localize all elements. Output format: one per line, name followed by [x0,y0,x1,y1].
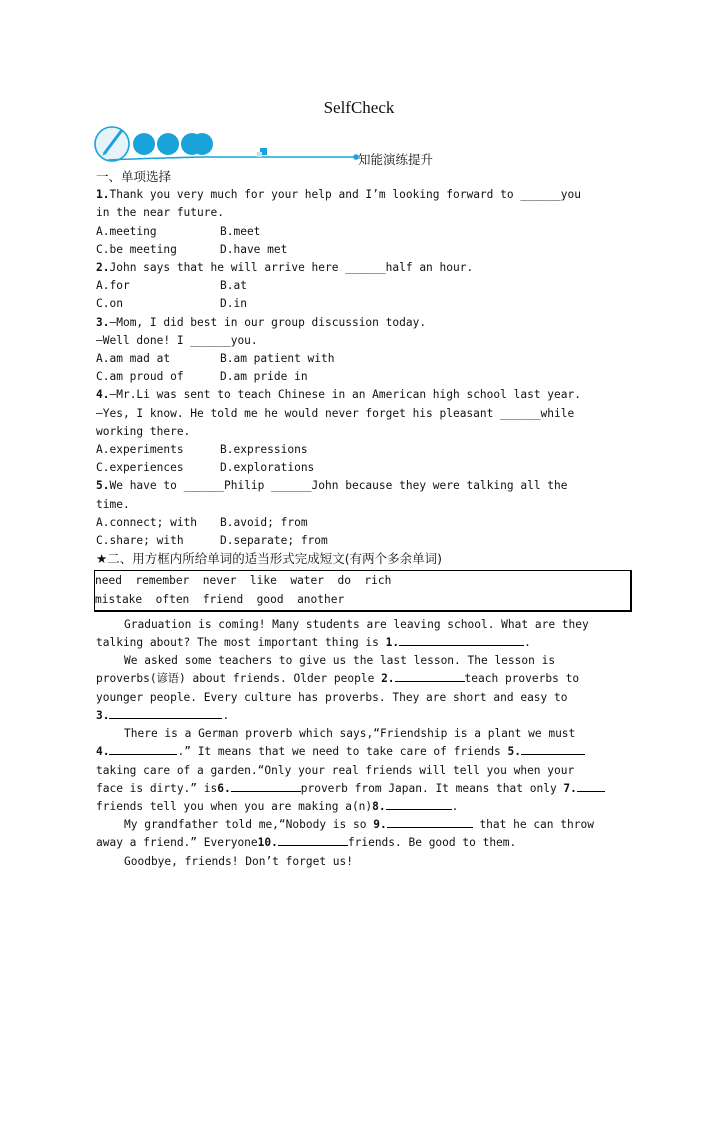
word-box-line: mistake often friend good another [95,592,345,606]
question-text: —Mr.Li was sent to teach Chinese in an American high school last year. [109,388,581,402]
option-a[interactable]: A.experiments [96,443,184,457]
banner-label: 知能演练提升 [358,152,434,167]
question-text: —Well done! I ______you. [96,333,258,347]
option-b[interactable]: B.meet [220,224,261,238]
blank-number: 4. [96,745,110,759]
passage-text: . [222,708,230,722]
option-c[interactable]: C.share; with [96,534,184,548]
blank-6[interactable] [231,780,301,792]
question-number: 1. [96,188,110,202]
passage-text: My grandfather told me,“Nobody is so [124,818,374,832]
blank-number: 8. [372,799,386,813]
option-b[interactable]: B.expressions [220,443,308,457]
question-5 [96,477,636,550]
option-a[interactable]: A.meeting [96,224,157,238]
option-c[interactable]: C.be meeting [96,242,177,256]
question-number: 4. [96,388,110,402]
option-d[interactable]: D.am pride in [220,370,308,384]
option-b[interactable]: B.am patient with [220,352,335,366]
passage-text: talking about? The most important thing is [96,636,386,650]
blank-number: 6. [217,781,231,795]
passage-text: There is a German proverb which says,“Friendship is a plant we must [124,727,576,741]
option-d[interactable]: D.have met [220,242,288,256]
question-text: Thank you very much for your help and I’m looking forward to ______you [109,188,581,202]
question-2 [96,259,636,314]
option-d[interactable]: D.separate; from [220,534,328,548]
passage-text: Goodbye, friends! Don’t forget us! [124,854,354,868]
blank-9[interactable] [387,816,473,828]
option-b[interactable]: B.at [220,279,247,293]
option-c[interactable]: C.on [96,297,123,311]
question-text: —Mom, I did best in our group discussion today. [109,315,427,329]
blank-number: 5. [507,745,522,759]
dot-icon [191,133,213,155]
dot-icon [157,133,179,155]
passage-text: that he can throw [472,818,594,832]
passage-text: . [524,636,531,650]
content [96,168,636,871]
word-box [94,570,632,611]
question-text: in the near future. [96,206,224,220]
blank-2[interactable] [395,670,465,682]
passage-text: proverbs(谚语) about friends. Older people [96,672,382,686]
blank-number: 1. [385,636,400,650]
passage-text: friends tell you when you are making a(n) [96,799,373,813]
option-c[interactable]: C.am proud of [96,370,184,384]
passage-text: We asked some teachers to give us the last lesson. The lesson is [124,654,556,668]
question-text: We have to ______Philip ______John because they were talking all the [109,479,568,493]
blank-8[interactable] [386,798,452,810]
word-box-line: need remember never like water do rich [95,574,392,588]
passage-text: taking care of a garden.“Only your real friends will tell you when your [96,763,575,777]
option-d[interactable]: D.explorations [220,461,315,475]
question-text: John says that he will arrive here ______half an hour. [109,261,474,275]
blank-4[interactable] [109,743,177,755]
option-a[interactable]: A.am mad at [96,352,171,366]
option-a[interactable]: A.connect; with [96,515,198,529]
passage-text: friends. Be good to them. [347,836,517,850]
option-a[interactable]: A.for [96,279,130,293]
blank-1[interactable] [399,634,524,646]
passage-text: away a friend.” Everyone [96,836,258,850]
blank-number: 7. [563,781,577,795]
question-1 [96,186,636,259]
passage-text: Graduation is coming! Many students are leaving school. What are they [124,617,589,631]
blank-number: 2. [381,672,395,686]
blank-number: 9. [373,818,387,832]
question-text: —Yes, I know. He told me he would never forget his pleasant ______while [96,406,575,420]
passage-text: . [451,799,459,813]
blank-10[interactable] [278,834,348,846]
option-d[interactable]: D.in [220,297,247,311]
question-number: 3. [96,315,110,329]
section1-heading: 一、单项选择 [96,169,172,184]
passage-text: younger people. Every culture has proverbs. They are short and easy to [96,690,568,704]
question-number: 5. [96,479,110,493]
question-number: 2. [96,261,110,275]
blank-7[interactable] [577,780,605,792]
question-text: time. [96,497,130,511]
page-title: SelfCheck [323,98,395,117]
blank-number: 10. [257,836,278,850]
question-3 [96,314,636,387]
passage-text: .” It means that we need to take care of friends [177,745,508,759]
passage-text: proverb from Japan. It means that only [300,781,564,795]
option-b[interactable]: B.avoid; from [220,515,308,529]
option-c[interactable]: C.experiences [96,461,184,475]
passage-text: face is dirty.” is [96,781,218,795]
question-4 [96,386,636,477]
blank-3[interactable] [109,707,222,719]
blank-number: 3. [96,708,110,722]
cloze-passage [96,616,636,871]
question-text: working there. [96,424,191,438]
dot-icon [133,133,155,155]
blank-5[interactable] [521,743,585,755]
section2-heading: ★二、用方框内所给单词的适当形式完成短文(有两个多余单词) [96,551,442,567]
passage-text: teach proverbs to [464,672,580,686]
